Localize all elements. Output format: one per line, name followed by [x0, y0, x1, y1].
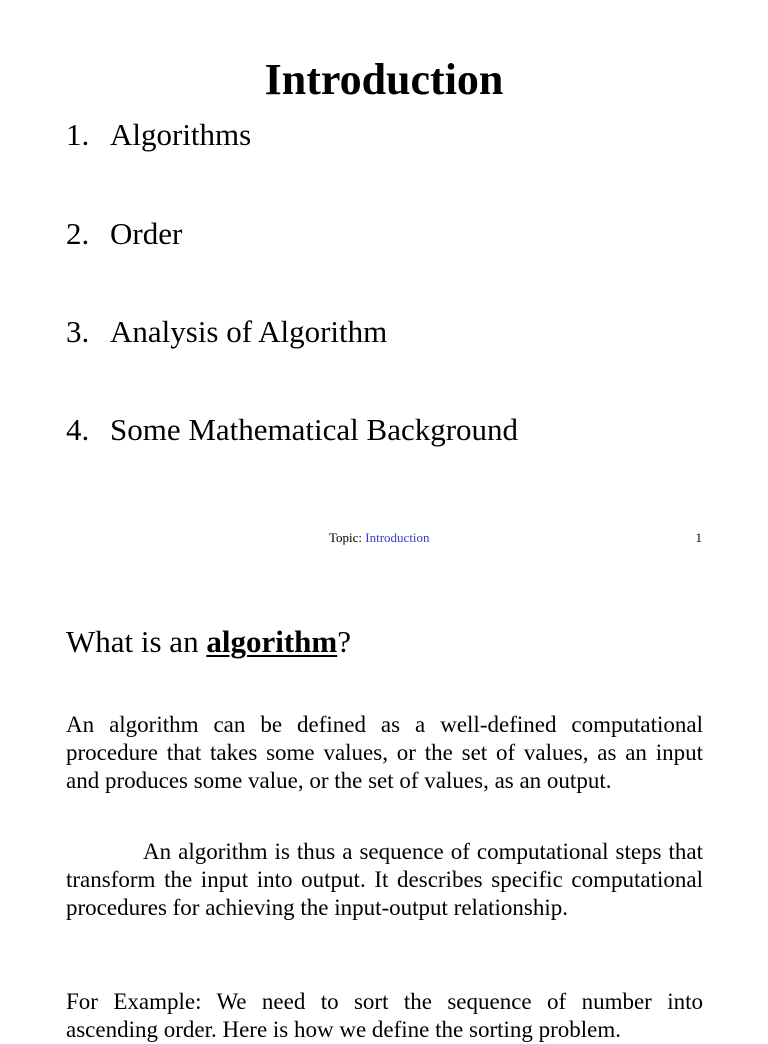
- list-item: [66, 410, 518, 450]
- footer-topic-prefix: Topic:: [329, 530, 363, 545]
- section-heading-suffix: ?: [337, 624, 351, 659]
- list-item-number: 3.: [66, 314, 90, 349]
- list-item-label: Some Mathematical Background: [110, 412, 519, 447]
- slide-footer-topic: [329, 529, 430, 547]
- list-item-label: Analysis of Algorithm: [110, 314, 388, 349]
- list-item: [66, 312, 387, 352]
- list-item: [66, 115, 251, 155]
- definition-paragraph: An algorithm can be defined as a well-defined computational procedure that takes some values, or the set of values, as an input and produces some value, or the set of values, as an output.: [66, 712, 703, 793]
- section-heading-term: algorithm: [206, 624, 338, 659]
- list-item-label: Order: [110, 216, 183, 251]
- list-item: [66, 214, 182, 254]
- list-item-label: Algorithms: [110, 117, 252, 152]
- section-heading-prefix: What is an: [66, 624, 207, 659]
- page-title: Introduction: [264, 55, 504, 104]
- list-item-number: 4.: [66, 412, 90, 447]
- list-item-number: 1.: [66, 117, 90, 152]
- footer-topic-link[interactable]: Introduction: [365, 530, 430, 545]
- section-heading: [66, 621, 351, 663]
- example-paragraph: For Example: We need to sort the sequence of number into ascending order. Here is how we define the sorting problem.: [66, 989, 703, 1042]
- list-item-number: 2.: [66, 216, 90, 251]
- page-number: 1: [695, 530, 702, 545]
- description-paragraph: An algorithm is thus a sequence of computational steps that transform the input into output. It describes specific computational procedures for achieving the input-output relationship.: [66, 839, 703, 920]
